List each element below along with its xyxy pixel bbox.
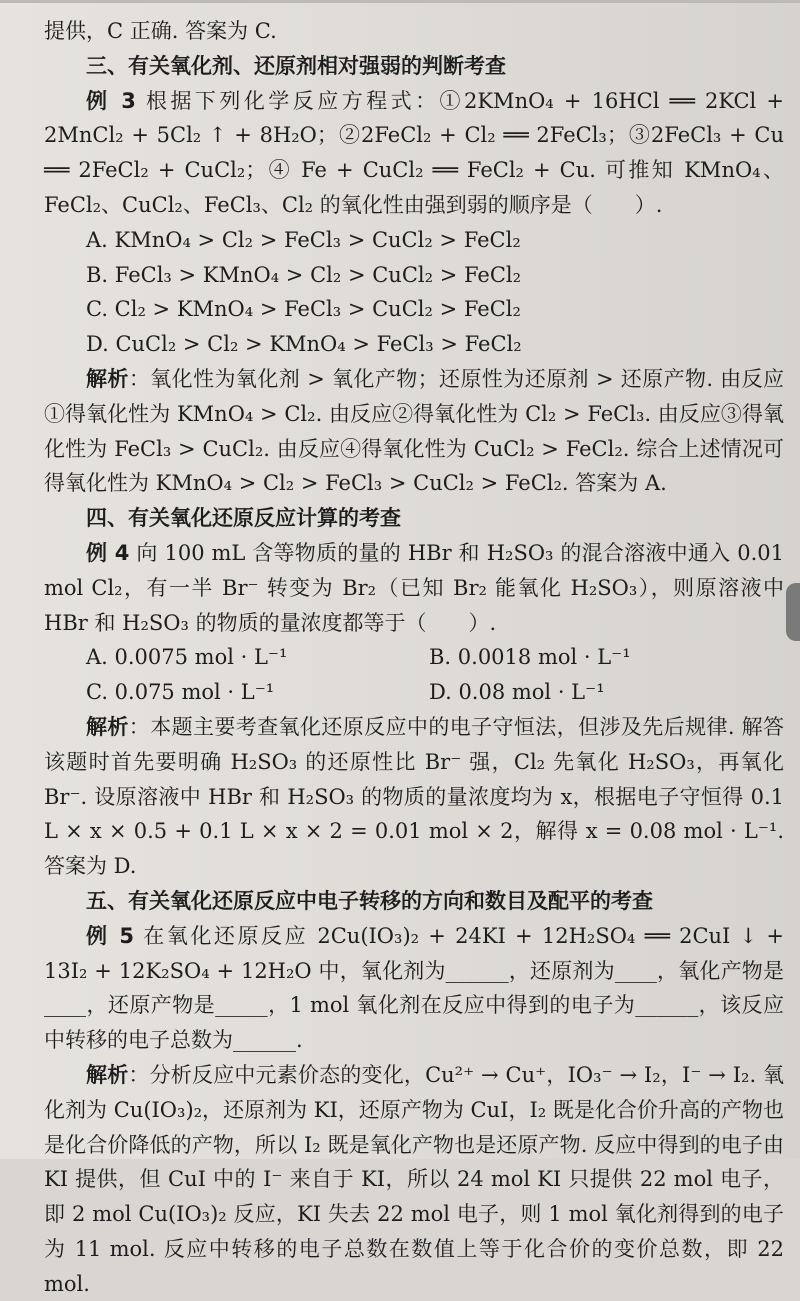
solution-4 (44, 710, 784, 884)
example-4-option-b: B. 0.0018 mol · L⁻¹ (429, 645, 631, 670)
example-3-label: 例 3 (86, 88, 136, 113)
page-turn-tab[interactable] (786, 583, 800, 641)
example-3 (44, 84, 784, 223)
continued-line: 提供，C 正确. 答案为 C. (44, 19, 277, 43)
solution-3-label: 解析 (86, 366, 129, 391)
solution-3 (44, 362, 784, 501)
example-4 (44, 536, 784, 640)
solution-5-label: 解析 (86, 1062, 129, 1087)
solution-3-text: ：氧化性为氧化剂 > 氧化产物；还原性为还原剂 > 还原产物. 由反应①得氧化性为 KMnO₄ > Cl₂. 由反应②得氧化性为 Cl₂ > FeCl₃. 由反应③得氧化性为 FeCl₃ > CuCl₂. 由反应④得氧化性为 CuCl₂ > FeCl₂. 综合上述情况可得氧化性为 KMnO₄ > Cl₂ > FeCl₃ > CuCl₂ > FeCl₂. 答案为 A. (44, 366, 785, 496)
section-heading-5: 五、有关氧化还原反应中电子转移的方向和数目及配平的考查 (86, 888, 653, 913)
section-heading-3: 三、有关氧化剂、还原剂相对强弱的判断考查 (86, 53, 506, 78)
example-4-option-d: D. 0.08 mol · L⁻¹ (429, 680, 605, 705)
example-5-label: 例 5 (86, 923, 135, 948)
example-4-text: 向 100 mL 含等物质的量的 HBr 和 H₂SO₃ 的混合溶液中通入 0.01 mol Cl₂，有一半 Br⁻ 转变为 Br₂（已知 Br₂ 能氧化 H₂SO₃），则原溶液中 HBr 和 H₂SO₃ 的物质的量浓度都等于（ ）. (44, 540, 784, 635)
example-3-option-d: D. CuCl₂ > Cl₂ > KMnO₄ > FeCl₃ > FeCl₂ (86, 332, 522, 357)
example-5 (44, 919, 784, 1058)
top-edge (0, 0, 800, 3)
solution-4-label: 解析 (86, 714, 129, 739)
page-content (44, 14, 784, 1301)
example-4-options-row-2 (44, 675, 784, 710)
example-3-option-a: A. KMnO₄ > Cl₂ > FeCl₃ > CuCl₂ > FeCl₂ (86, 227, 521, 252)
example-4-option-a: A. 0.0075 mol · L⁻¹ (86, 645, 288, 670)
solution-4-text: ：本题主要考查氧化还原反应中的电子守恒法，但涉及先后规律. 解答该题时首先要明确 H₂SO₃ 的还原性比 Br⁻ 强，Cl₂ 先氧化 H₂SO₃，再氧化 Br⁻. 设原溶液中 HBr 和 H₂SO₃ 的物质的量浓度均为 x，根据电子守恒得 0.1 L × x × 0.5 + 0.1 L × x × 2 = 0.01 mol × 2，解得 x = 0.08 mol · L⁻¹. 答案为 D. (44, 714, 784, 879)
example-4-label: 例 4 (86, 540, 130, 565)
example-5-text: 在氧化还原反应 2Cu(IO₃)₂ + 24KI + 12H₂SO₄ ══ 2CuI ↓ + 13I₂ + 12K₂SO₄ + 12H₂O 中，氧化剂为______，还原剂为____，氧化产物是____，还原产物是_____，1 mol 氧化剂在反应中得到的电子为______，该反应中转移的电子总数为______. (44, 923, 784, 1053)
example-4-option-c: C. 0.075 mol · L⁻¹ (86, 680, 275, 705)
example-3-option-b: B. FeCl₃ > KMnO₄ > Cl₂ > CuCl₂ > FeCl₂ (86, 262, 522, 287)
example-3-text: 根据下列化学反应方程式：①2KMnO₄ + 16HCl ══ 2KCl + 2MnCl₂ + 5Cl₂ ↑ + 8H₂O；②2FeCl₂ + Cl₂ ══ 2FeCl₃；③2FeCl₃ + Cu ══ 2FeCl₂ + CuCl₂；④ Fe + CuCl₂ ══ FeCl₂ + Cu. 可推知 KMnO₄、FeCl₂、CuCl₂、FeCl₃、Cl₂ 的氧化性由强到弱的顺序是（ ）. (44, 88, 784, 217)
solution-5-text: ：分析反应中元素价态的变化，Cu²⁺ → Cu⁺，IO₃⁻ → I₂，I⁻ → I₂. 氧化剂为 Cu(IO₃)₂，还原剂为 KI，还原产物为 CuI，I₂ 既是化合价升高的产物也是化合价降低的产物，所以 I₂ 既是氧化产物也是还原产物. 反应中得到的电子由 KI 提供，但 CuI 中的 I⁻ 来自于 KI，所以 24 mol KI 只提供 22 mol 电子，即 2 mol Cu(IO₃)₂ 反应，KI 失去 22 mol 电子，则 1 mol 氧化剂得到的电子为 11 mol. 反应中转移的电子总数在数值上等于化合价的变价总数，即 22 mol. (44, 1062, 784, 1296)
example-3-option-c: C. Cl₂ > KMnO₄ > FeCl₃ > CuCl₂ > FeCl₂ (86, 297, 521, 322)
section-heading-4: 四、有关氧化还原反应计算的考查 (86, 506, 401, 531)
example-4-options-row-1 (44, 640, 784, 675)
solution-5 (44, 1058, 784, 1301)
